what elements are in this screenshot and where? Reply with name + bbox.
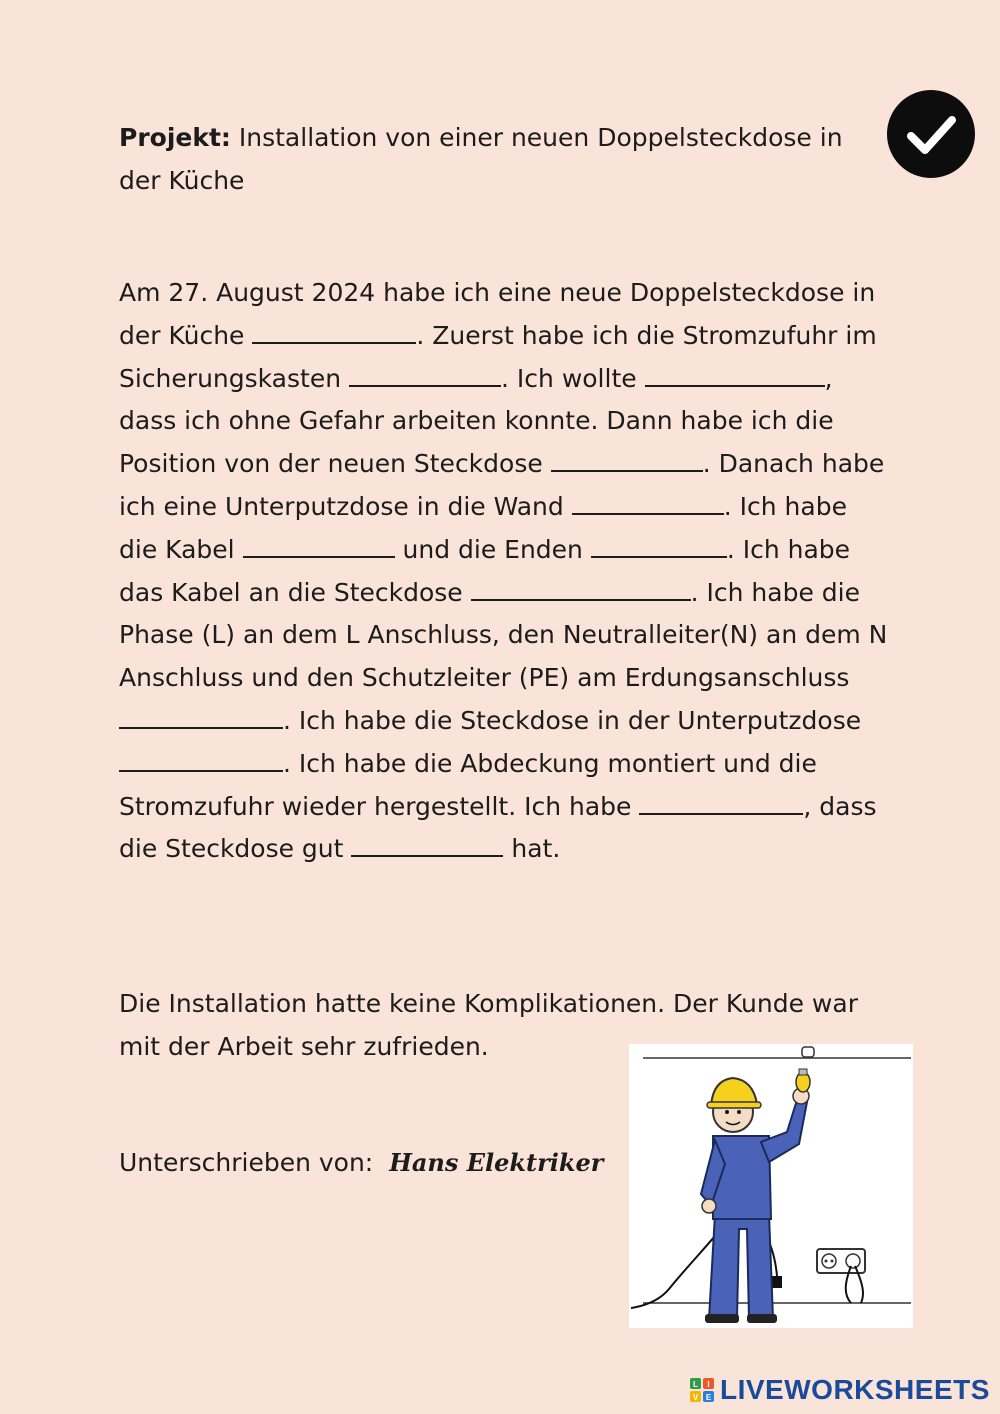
- project-heading: [119, 116, 879, 202]
- text-segment: , dass ich ohne Gefahr arbeiten konnte. Dann habe ich die Position von der neuen Steckdose: [119, 363, 834, 479]
- svg-text:I: I: [707, 1380, 710, 1389]
- liveworksheets-brand: [690, 1374, 990, 1406]
- svg-text:V: V: [692, 1393, 699, 1402]
- signature-label: Unterschrieben von:: [119, 1148, 374, 1177]
- electrician-illustration: [629, 1044, 913, 1328]
- blank-5[interactable]: [572, 491, 724, 515]
- text-segment: . Danach habe ich eine Unterputzdose in die Wand: [119, 449, 885, 521]
- project-label: Projekt:: [119, 123, 231, 152]
- checkmark-circle-icon: [887, 90, 975, 178]
- svg-text:L: L: [693, 1380, 698, 1389]
- svg-text:E: E: [705, 1393, 712, 1402]
- blank-1[interactable]: [252, 320, 416, 344]
- text-segment: hat.: [503, 834, 561, 864]
- project-text: Installation von einer neuen Doppelsteckdose in der Küche: [119, 123, 843, 195]
- text-segment: Am 27. August 2024 habe ich eine neue Doppelsteckdose in der Küche: [119, 278, 876, 350]
- blank-12[interactable]: [351, 833, 503, 857]
- text-segment: . Ich habe die Phase (L) an dem L Anschluss, den Neutralleiter(N) an dem N Anschluss und den Schutzleiter (PE) am Erdungsanschluss: [119, 577, 888, 693]
- signature-line: [119, 1141, 603, 1184]
- text-segment: . Ich wollte: [501, 363, 645, 393]
- liveworksheets-logo-icon: [690, 1375, 716, 1405]
- blank-10[interactable]: [119, 748, 283, 772]
- text-segment: . Zuerst habe ich die Stromzufuhr im Sicherungskasten: [119, 320, 877, 393]
- blank-11[interactable]: [639, 791, 803, 815]
- text-segment: und die Enden: [394, 534, 591, 564]
- closing-paragraph: Die Installation hatte keine Komplikationen. Der Kunde war mit der Arbeit sehr zufrieden.: [119, 989, 858, 1061]
- text-segment: . Ich habe die Steckdose in der Unterputzdose: [283, 705, 862, 735]
- text-segment: . Ich habe die Abdeckung montiert und die Stromzufuhr wieder hergestellt. Ich habe: [119, 748, 817, 821]
- blank-3[interactable]: [645, 363, 825, 387]
- text-segment: . Ich habe die Kabel: [119, 491, 847, 564]
- report-paragraph: [119, 272, 889, 871]
- blank-8[interactable]: [471, 577, 691, 601]
- blank-9[interactable]: [119, 705, 283, 729]
- blank-7[interactable]: [591, 534, 727, 558]
- brand-name: LIVEWORKSHEETS: [720, 1374, 990, 1405]
- signature-name: Hans Elektriker: [389, 1148, 604, 1177]
- blank-2[interactable]: [349, 363, 501, 387]
- text-segment: . Ich habe das Kabel an die Steckdose: [119, 534, 851, 607]
- text-segment: , dass die Steckdose gut: [119, 791, 877, 864]
- blank-6[interactable]: [243, 534, 395, 558]
- blank-4[interactable]: [551, 448, 703, 472]
